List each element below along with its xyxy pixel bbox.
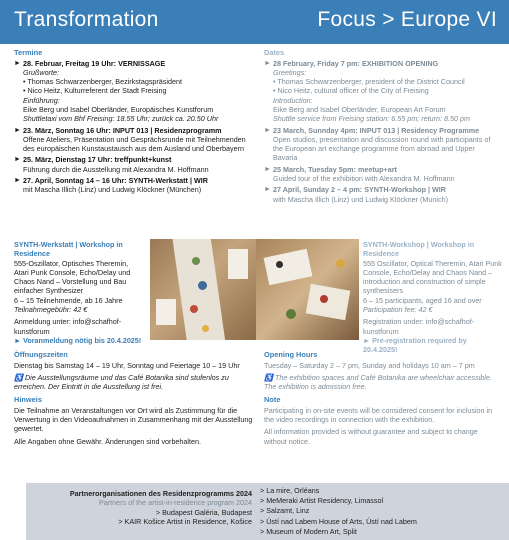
workshop-description: 555 Oscillator, Optical Theremin, Atari Punk Console, Echo/Delay and Chaos Nand – introduction and construction of simple synthesisers	[363, 258, 502, 296]
partner-list-right	[260, 486, 505, 537]
workshop-title: SYNTH-Werkstatt | Workshop in Residence	[14, 240, 123, 259]
workshop-fee: Participation fee: 42 €	[363, 305, 433, 315]
triangle-bullet-icon: ►	[14, 126, 21, 134]
triangle-bullet-icon: ►	[14, 177, 21, 185]
registration-deadline: ► Pre-registration required by 20.4.2025!	[363, 335, 467, 355]
partner-item: > Ústí nad Labem House of Arts, Ústí nad Labem	[260, 516, 417, 526]
event-heading: 25. März, Dienstag 17 Uhr: treffpunkt+kunst	[23, 155, 172, 165]
workshop-participants: 6 – 15 participants, aged 16 and over	[363, 295, 482, 305]
workshop-participants: 6 – 15 Teilnehmende, ab 16 Jahre	[14, 295, 123, 305]
partner-item: > Salzamt, Linz	[260, 506, 310, 516]
event-detail: Offene Ateliers, Präsentation und Gesprächsrunde mit Teilnehmenden des europäischen Kunstaustausch aus dem Ausland und Oberbayern	[23, 134, 246, 154]
event-detail: Eike Berg und Isabel Oberländer, Europäisches Kunstforum	[23, 104, 214, 114]
workshop-registration: Registration under: info@schafhof-kunstforum	[363, 317, 475, 336]
event-detail: mit Mascha Illich (Linz) und Ludwig Klöckner (München)	[23, 185, 202, 195]
event-detail: Eike Berg and Isabel Oberländer, European Art Forum	[273, 104, 446, 114]
info-de	[14, 346, 254, 449]
note-heading: Note	[264, 395, 281, 405]
triangle-bullet-icon: ►	[264, 59, 271, 67]
event-entry	[264, 185, 500, 204]
event-heading: 28. Februar, Freitag 19 Uhr: VERNISSAGE	[23, 58, 166, 68]
event-detail: with Mascha Illich (Linz) und Ludwig Klöckner (Munich)	[273, 194, 448, 204]
workshop-registration: Anmeldung unter: info@schafhof-kunstforum	[14, 317, 122, 336]
workshop-photo	[256, 239, 359, 340]
partner-list-left	[26, 489, 252, 526]
opening-hours-heading: Öffnungszeiten	[14, 350, 68, 359]
note-heading: Hinweis	[14, 395, 42, 405]
note-text: Participating in on-site events will be considered consent for inclusion in the video recordings in connection with the exhibition.	[264, 405, 493, 425]
event-heading: 23. März, Sonntag 16 Uhr: INPUT 013 | Residenzprogramm	[23, 125, 222, 135]
opening-hours-text: Tuesday – Saturday 2 – 7 pm, Sunday and holidays 10 am – 7 pm	[264, 360, 475, 370]
info-en	[264, 346, 502, 449]
event-detail: Einführung:	[23, 95, 60, 105]
triangle-bullet-icon: ►	[264, 186, 271, 194]
accessibility-note: ♿ Die Ausstellungsräume und das Café Botanika sind stufenlos zu erreichen. Der Eintritt in die Ausstellung ist frei.	[14, 372, 229, 392]
page-header	[0, 0, 509, 44]
triangle-bullet-icon: ►	[14, 59, 21, 67]
event-detail: • Thomas Schwarzenberger, Bezirkstagspräsident	[23, 77, 182, 87]
event-list	[14, 59, 250, 195]
workshop-description: 555-Oszillator, Optisches Theremin, Atari Punk Console, Echo/Delay und Chaos Nand – Vorstellung und Bau einfacher Synthesizer	[14, 258, 131, 296]
workshop-photo	[150, 239, 256, 340]
workshop-title: SYNTH-Workshop | Workshop in Residence	[363, 240, 475, 259]
partner-title-de: Partnerorganisationen des Residenzprogramms 2024	[69, 489, 252, 498]
event-detail: Shuttle service from Freising station: 6.55 pm; return: 8.50 pm	[273, 114, 470, 124]
partner-item: > MeMeraki Artist Residency, Limassol	[260, 496, 384, 506]
event-detail: Grußworte:	[23, 67, 59, 77]
event-heading: 25 March, Tuesday 5pm: meetup+art	[273, 164, 397, 174]
event-detail: Guided tour of the exhibition with Alexandra M. Hoffmann	[273, 174, 455, 184]
event-heading: 27 April, Sunday 2 – 4 pm: SYNTH-Workshop | WIR	[273, 185, 446, 195]
event-detail: Introduction:	[273, 95, 313, 105]
partner-title-en: Partners of the artist-in-residence program 2024	[98, 498, 252, 508]
event-entry	[14, 59, 250, 124]
dates-heading: Termine	[14, 48, 43, 57]
triangle-bullet-icon: ►	[264, 165, 271, 173]
page-subtitle: Focus > Europe VI	[317, 8, 497, 31]
event-entry	[264, 59, 500, 124]
opening-hours-heading: Opening Hours	[264, 350, 318, 359]
event-list	[264, 59, 500, 204]
event-detail: • Nico Heitz, cultural officer of the City of Freising	[273, 86, 429, 96]
event-entry	[264, 165, 500, 184]
partner-item: > Budapest Galéria, Budapest	[155, 507, 252, 517]
event-heading: 27. April, Sonntag 14 – 16 Uhr: SYNTH-Werkstatt | WIR	[23, 176, 208, 186]
event-detail: • Thomas Schwarzenberger, president of the District Council	[273, 77, 465, 87]
dates-heading: Dates	[264, 48, 285, 57]
dates-column-de	[14, 48, 250, 197]
triangle-bullet-icon: ►	[264, 126, 271, 134]
partner-item: > Museum of Modern Art, Split	[260, 526, 357, 536]
note-text: Die Teilnahme an Veranstaltungen vor Ort wird als Zustimmung für die Verwertung in den Videoaufnahmen in Zusammenhang mit der Ausstellung gewertet.	[14, 405, 253, 434]
event-entry	[14, 176, 250, 195]
workshop-fee: Teilnahmegebühr: 42 €	[14, 305, 88, 315]
partner-footer	[26, 483, 509, 540]
event-detail: Führung durch die Ausstellung mit Alexandra M. Hoffmann	[23, 164, 209, 174]
workshop-info-en	[363, 240, 503, 355]
event-entry	[14, 155, 250, 174]
workshop-info-de	[14, 240, 144, 345]
partner-item: > La mire, Orléans	[260, 486, 320, 495]
event-detail: Open studios, presentation and discussion round with participants of the European art exchange programme from abroad and Upper Bavaria	[273, 134, 491, 163]
accessibility-note: ♿ The exhibition spaces and Café Botanika are wheelchair accessible. The exhibition is admission free.	[264, 372, 492, 392]
page-title: Transformation	[14, 8, 159, 31]
triangle-bullet-icon: ►	[14, 156, 21, 164]
disclaimer-text: Alle Angaben ohne Gewähr. Änderungen sind vorbehalten.	[14, 436, 202, 446]
event-entry	[264, 126, 500, 163]
opening-hours-text: Dienstag bis Samstag 14 – 19 Uhr, Sonntag und Feiertage 10 – 19 Uhr	[14, 360, 240, 370]
event-detail: Greetings:	[273, 67, 307, 77]
event-detail: Shuttletaxi vom Bhf Freising: 18.55 Uhr; zurück ca. 20.50 Uhr	[23, 114, 219, 124]
partner-item: > KAIR Košice Artist in Residence, Košice	[118, 516, 252, 526]
event-heading: 28 February, Friday 7 pm: EXHIBITION OPENING	[273, 58, 439, 68]
event-detail: • Nico Heitz, Kulturreferent der Stadt Freising	[23, 86, 167, 96]
event-entry	[14, 126, 250, 154]
registration-deadline: ► Voranmeldung nötig bis 20.4.2025!	[14, 335, 142, 345]
dates-column-en	[264, 48, 500, 206]
event-heading: 23 March, Sunnday 4pm: INPUT 013 | Residency Programme	[273, 125, 480, 135]
disclaimer-text: All information provided is without guarantee and subject to change without notice.	[264, 427, 478, 446]
